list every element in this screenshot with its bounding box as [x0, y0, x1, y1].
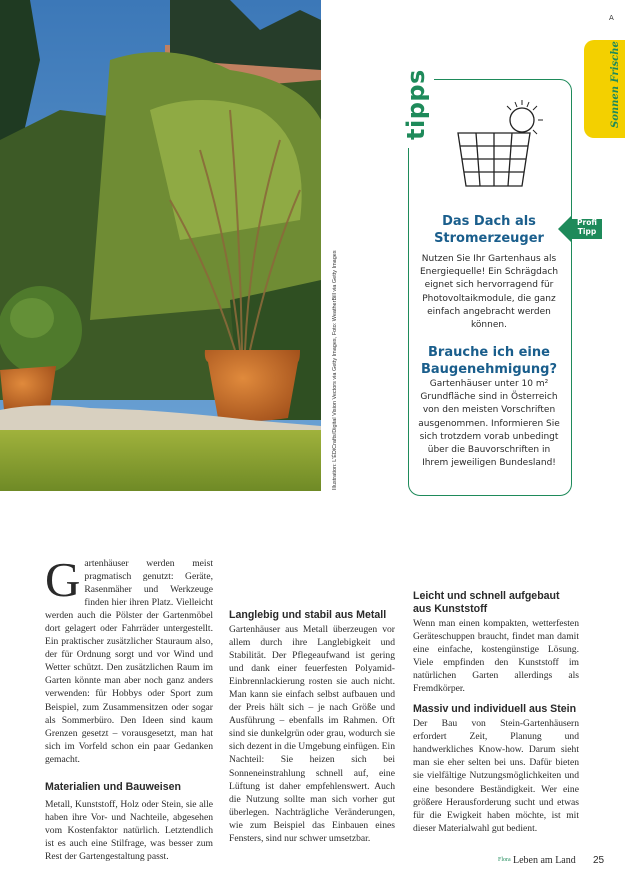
heading-metal: Langlebig und stabil aus Metall [229, 609, 387, 621]
page-number: 25 [593, 855, 605, 866]
heading-plastic: Leicht und schnell aufgebaut aus Kunststoff [413, 590, 560, 615]
heading-stone: Massiv und individuell aus Stein [413, 703, 577, 716]
article-column-3 [413, 557, 579, 835]
corner-mark: A [609, 14, 614, 22]
metal-paragraph: Gartenhäuser aus Metall überzeugen vor allem durch ihre Langlebigkeit und Stabilität. Der Pflegeaufwand ist gering und dank einer feuerfesten Polyamid-Einbrennlackierung rosten sie auch nicht. Man kann sie einfach selbst aufbauen und der Preis hält sich – je nach Größe und Ausführung – ebenfalls im Rahmen. Oft sind sie dunkelgrün oder grau, wodurch sie sich dezent in die Umgebung einfügen. Ein Nachteil: Sie heizen sich bei Sonneneinstrahlung schnell auf, eine Lüftung ist daher empfehlenswert. Auch die Nutzung sollte man sich vorher gut überlegen. Nachträgliche Veränderungen, wie zum Beispiel das Einbauen eines Fensters, sind nur schwer umsetzbar. [229, 624, 395, 844]
garden-photo [0, 0, 321, 491]
magazine-brand-small: Flora [498, 857, 511, 863]
heading-materials: Materialien und Bauweisen [45, 780, 181, 793]
plastic-paragraph: Wenn man einen kompakten, wetterfesten Geräteschuppen braucht, findet man damit eine einfache, kostengünstige Lösung. Viele empfinden den Kunststoff im natürlichen Garten allerdings als Fremdkörper. [413, 618, 579, 695]
stone-paragraph: Der Bau von Stein-Gartenhäusern erfordert Zeit, Planung und handwerkliches Know-how. Darum sieht man sie eher selten bei uns. Dafür bieten sie vielfältige Nutzungsmöglichkeiten und eine besondere Beständigkeit. Wer eine größere Herausforderung sucht und etwas für die Ewigkeit haben möchte, ist mit dieser Materialwahl gut bedient. [413, 718, 579, 834]
tip1-text: Nutzen Sie Ihr Gartenhaus als Energiequelle! Ein Schrägdach eignet sich hervorragend für Photovoltaikmodule, die ganz einfach angebracht werden können. [419, 254, 559, 331]
solar-panel-icon [452, 98, 546, 190]
article-column-1 [45, 552, 213, 863]
tip1-title: Das Dach als Stromerzeuger [434, 214, 544, 246]
article-column-2 [229, 557, 395, 845]
tipps-heading: tipps [394, 78, 434, 148]
intro-paragraph: artenhäuser werden meist pragmatisch genutzt: Geräte, Rasenmäher und Werkzeuge finden hier ihren Platz. Vielleicht werden auch die Pölster der Gartenmöbel dort gelagert oder Fahrräder untergestellt. Ein praktischer zusätzlicher Stauraum also, der für Ordnung sorgt und vor Wind und Wetter schützt. Den zusätzlichen Raum im Garten könnte man aber noch ganz anders verwenden: für Hobbys oder Sport zum Beispiel, zum Zusammensitzen oder sogar als Sommerbüro. Den Ideen sind kaum Grenzen gesetzt – vorausgesetzt, man hat sich im Vorfeld schon ein paar Gedanken gemacht. [45, 558, 213, 765]
magazine-name: Leben am Land [513, 855, 576, 866]
materials-paragraph: Metall, Kunststoff, Holz oder Stein, sie alle haben ihre Vor- und Nachteile, abgesehen vom Kostenfaktor natürlich. Letztendlich ist es auch eine Stilfrage, was besser zum Rest der Gartengestaltung passt. [45, 798, 213, 862]
tip2-text: Gartenhäuser unter 10 m² Grundfläche sind in Österreich von den meisten Vorschriften ausgenommen. Informieren Sie sich trotzdem vorab unbedingt über die Bauvorschriften in Ihrem jeweiligen Bundesland! [418, 379, 560, 469]
dropcap: G [45, 552, 81, 607]
tip2-title: Brauche ich eine Baugenehmigung? [420, 345, 558, 377]
profi-tipp-label: Profi Tipp [577, 218, 597, 236]
photo-credit: Illustration: L'ÉDiCrafts/Digital Vision Vectors via Getty Images, Foto: WeatherBill via Getty Images [332, 250, 338, 490]
brand-logo: Sonnen Frische [584, 40, 625, 138]
